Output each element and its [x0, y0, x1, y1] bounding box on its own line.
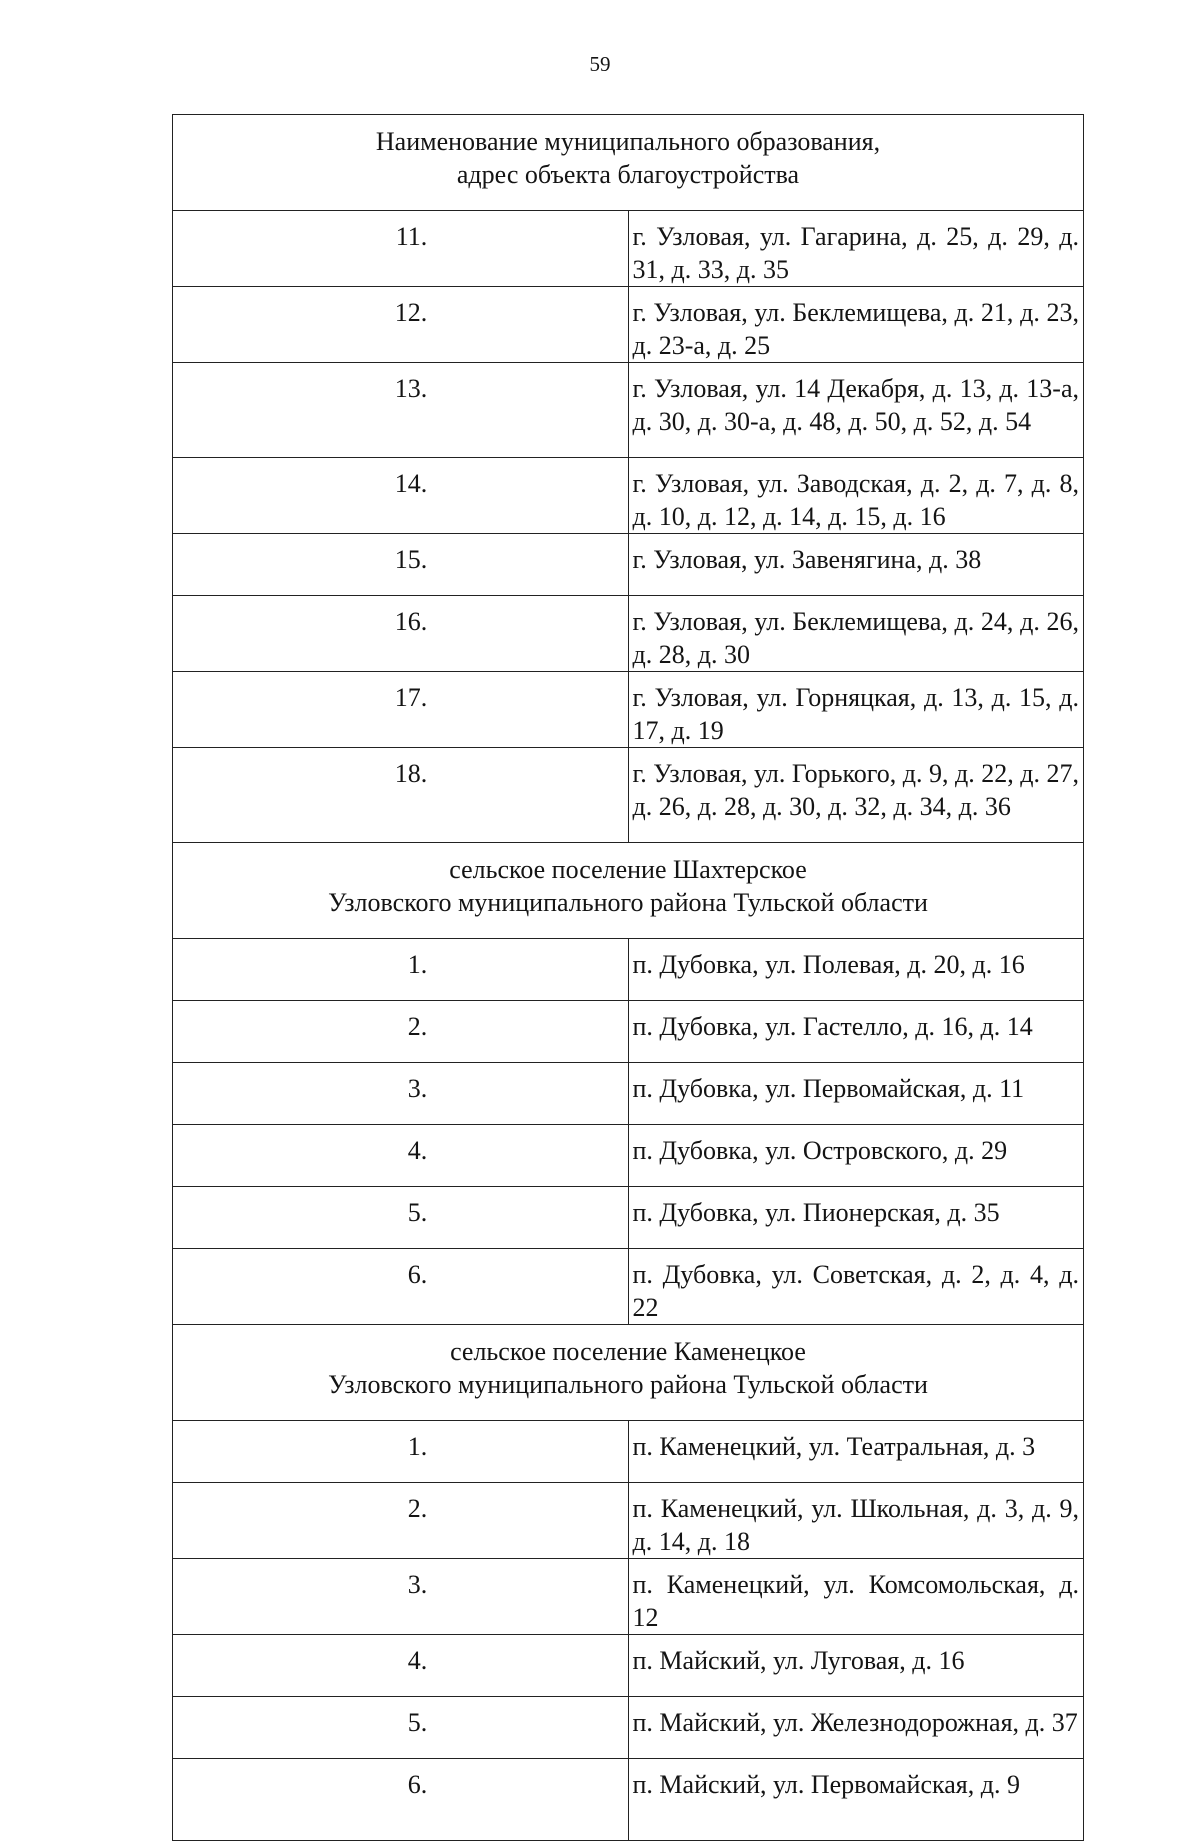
table-row: [173, 1759, 1084, 1841]
table-row: [173, 1421, 1084, 1483]
row-address: п. Дубовка, ул. Островского, д. 29: [628, 1125, 1084, 1187]
table-row: [173, 1697, 1084, 1759]
row-number: 17.: [394, 683, 428, 712]
row-number: 1.: [407, 950, 428, 979]
table-header: [173, 115, 1084, 211]
row-address: п. Майский, ул. Железнодорожная, д. 37: [628, 1697, 1084, 1759]
section-line-1: сельское поселение Каменецкое: [450, 1337, 806, 1366]
row-address: г. Узловая, ул. Гагарина, д. 25, д. 29, д. 31, д. 33, д. 35: [628, 211, 1084, 287]
row-address: п. Каменецкий, ул. Театральная, д. 3: [628, 1421, 1084, 1483]
table-row: [173, 1001, 1084, 1063]
table-row: [173, 939, 1084, 1001]
row-address: г. Узловая, ул. 14 Декабря, д. 13, д. 13-а, д. 30, д. 30-а, д. 48, д. 50, д. 52, д. 54: [628, 363, 1084, 458]
table-row: [173, 363, 1084, 458]
table-row: [173, 458, 1084, 534]
section-line-2: Узловского муниципального района Тульской области: [328, 888, 928, 917]
row-number: 14.: [394, 469, 428, 498]
table-row: [173, 1063, 1084, 1125]
section-header-shakhterskoe: [173, 843, 1084, 939]
page-number: 59: [589, 52, 611, 76]
row-address: г. Узловая, ул. Беклемищева, д. 21, д. 23, д. 23-а, д. 25: [628, 287, 1084, 363]
row-address: г. Узловая, ул. Заводская, д. 2, д. 7, д. 8, д. 10, д. 12, д. 14, д. 15, д. 16: [628, 458, 1084, 534]
table-row: [173, 1125, 1084, 1187]
table-row: [173, 1483, 1084, 1559]
table-row: [173, 1559, 1084, 1635]
row-number: 15.: [394, 545, 428, 574]
section-header-kamenetskoe: [173, 1325, 1084, 1421]
table-row: [173, 1187, 1084, 1249]
row-number: 1.: [407, 1432, 428, 1461]
table-row: [173, 287, 1084, 363]
header-line-2: адрес объекта благоустройства: [456, 160, 800, 189]
row-address: п. Майский, ул. Первомайская, д. 9: [628, 1759, 1084, 1841]
row-number: 4.: [407, 1646, 428, 1675]
row-address: п. Дубовка, ул. Гастелло, д. 16, д. 14: [628, 1001, 1084, 1063]
row-number: 3.: [407, 1570, 428, 1599]
section-line-1: сельское поселение Шахтерское: [449, 855, 807, 884]
section-header-row: [173, 843, 1084, 939]
table-row: [173, 211, 1084, 287]
table-header-row: [173, 115, 1084, 211]
header-line-1: Наименование муниципального образования,: [375, 127, 881, 156]
row-address: п. Дубовка, ул. Советская, д. 2, д. 4, д. 22: [628, 1249, 1084, 1325]
row-address: г. Узловая, ул. Горького, д. 9, д. 22, д. 27, д. 26, д. 28, д. 30, д. 32, д. 34, д. 36: [628, 748, 1084, 843]
row-number: 18.: [394, 759, 428, 788]
section-line-2: Узловского муниципального района Тульской области: [328, 1370, 928, 1399]
row-address: п. Каменецкий, ул. Комсомольская, д. 12: [628, 1559, 1084, 1635]
row-number: 16.: [394, 607, 428, 636]
row-address: п. Дубовка, ул. Полевая, д. 20, д. 16: [628, 939, 1084, 1001]
row-number: 6.: [407, 1260, 428, 1289]
row-address: г. Узловая, ул. Горняцкая, д. 13, д. 15, д. 17, д. 19: [628, 672, 1084, 748]
row-address: п. Майский, ул. Луговая, д. 16: [628, 1635, 1084, 1697]
table-row: [173, 748, 1084, 843]
row-number: 11.: [395, 222, 428, 251]
row-number: 13.: [394, 374, 428, 403]
table-row: [173, 672, 1084, 748]
table-row: [173, 596, 1084, 672]
row-number: 6.: [407, 1770, 428, 1799]
row-address: п. Дубовка, ул. Пионерская, д. 35: [628, 1187, 1084, 1249]
address-table: [172, 114, 1084, 1841]
section-header-row: [173, 1325, 1084, 1421]
row-number: 5.: [407, 1708, 428, 1737]
table-row: [173, 534, 1084, 596]
row-number: 5.: [407, 1198, 428, 1227]
table-row: [173, 1249, 1084, 1325]
row-address: г. Узловая, ул. Беклемищева, д. 24, д. 26, д. 28, д. 30: [628, 596, 1084, 672]
row-number: 2.: [407, 1012, 428, 1041]
row-number: 2.: [407, 1494, 428, 1523]
row-number: 4.: [407, 1136, 428, 1165]
row-address: п. Каменецкий, ул. Школьная, д. 3, д. 9, д. 14, д. 18: [628, 1483, 1084, 1559]
row-address: п. Дубовка, ул. Первомайская, д. 11: [628, 1063, 1084, 1125]
row-number: 12.: [394, 298, 428, 327]
row-address: г. Узловая, ул. Завенягина, д. 38: [628, 534, 1084, 596]
table-row: [173, 1635, 1084, 1697]
row-number: 3.: [407, 1074, 428, 1103]
